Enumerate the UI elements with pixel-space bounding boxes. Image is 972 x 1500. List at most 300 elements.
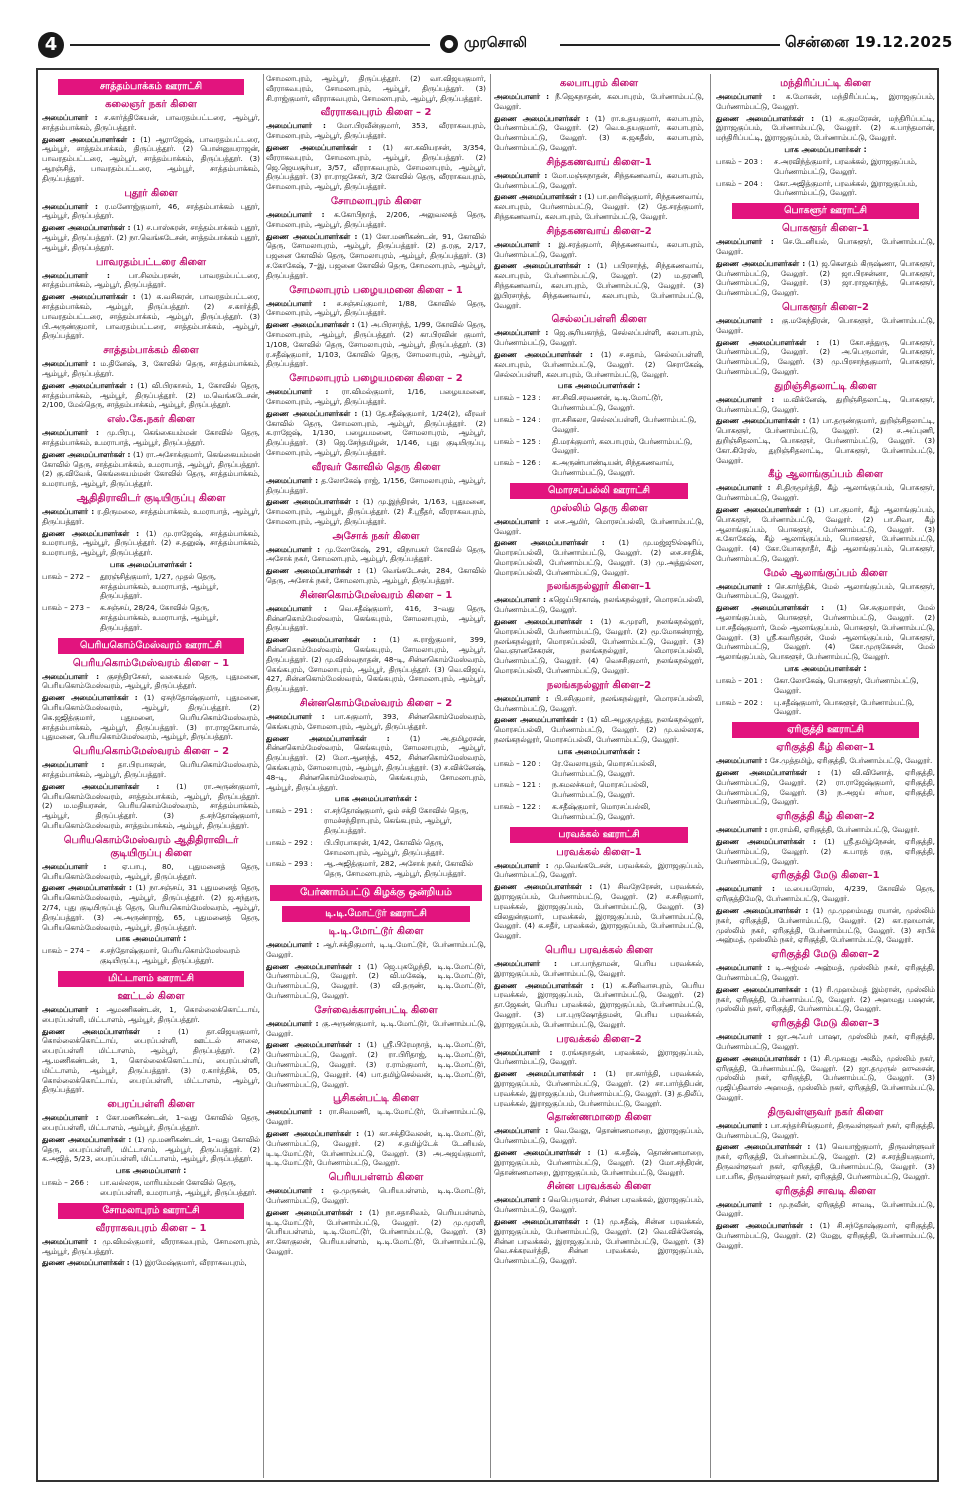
organizer-details: சி.திருமூர்த்தி, கீழ் ஆலாங்குப்பம், பொகளூர், பேர்ணாம்பட்டு, வேலூர். — [716, 483, 935, 503]
booth-row — [42, 572, 260, 601]
booth-row — [42, 603, 260, 632]
role-label: துணை அமைப்பாளர்கள் : — [42, 223, 131, 233]
organizer-entry — [494, 981, 704, 1030]
organizer-entry — [266, 712, 486, 732]
organizer-details: (1) பபிரசாந்த், சிந்தகணவாய், கலபாபுரம், பேர்ணாம்பட்டு, வேலூர். (2) ம.தரணி, சிந்தகணவாய், கலபாபுரம், பேர்ணாம்பட்டு, வேலூர். (3) இபிரசாந்த், சிந்தகணவாய், கலபாபுரம், பேர்ணாம்பட்டு, வேலூர். — [494, 261, 704, 310]
role-label: துணை அமைப்பாளர்கள் : — [716, 906, 809, 916]
branch-heading: தொண்ணமாறை கிளை — [546, 1112, 652, 1124]
booth-row — [494, 393, 704, 413]
panchayat-banner: டி.டி.மோட்டூர் ஊராட்சி — [282, 906, 470, 922]
branch-heading: சின்னகொம்மேஸ்வரம் கிளை – 1 — [299, 589, 453, 601]
role-label: அமைப்பாளர் : — [494, 239, 551, 249]
booth-organizer: ச.அரவிந்த்குமார், பரவக்கல், இராஜகுப்பம், பேர்ணாம்பட்டு, வேலூர். — [774, 156, 918, 176]
organizer-entry — [42, 529, 260, 558]
role-label: அமைப்பாளர் : — [494, 693, 549, 703]
role-label: அமைப்பாளர் : — [266, 475, 319, 485]
panchayat-banner: ஏரிகுத்தி ஊராட்சி — [732, 722, 919, 738]
organizer-entry — [494, 1048, 704, 1068]
branch-heading: சோமலாபுரம் கிளை — [330, 195, 422, 207]
branch-heading: டி.டி.மோட்டூர் கிளை — [328, 926, 424, 937]
organizer-entry — [494, 959, 704, 979]
booth-row — [716, 676, 935, 696]
booth-organizer: ரே.வேலாயுதம், மொரசப்பல்லி, பேர்ணாம்பட்டு, வேலூர். — [552, 758, 657, 778]
branch-heading: ஆதிதிராவிடர் குடியிருப்பு கிளை — [76, 492, 226, 504]
branch-heading: துறிஞ்சிதலாட்டி கிளை — [774, 380, 877, 392]
role-label: அமைப்பாளர் : — [494, 1195, 546, 1205]
panchayat-banner: பெரியகொம்மேஸ்வரம் ஊராட்சி — [58, 638, 244, 654]
organizer-entry — [266, 545, 486, 565]
organizer-details: கோ.மணிகண்டன், 1–வது கோவில் தெரு, பைரப்பள்ளி, மிட்டாளம், ஆம்பூர், திருப்பத்தூர். — [42, 1113, 260, 1132]
branch-heading: ஏரிகுத்தி மேடு கிளை–2 — [771, 949, 880, 961]
branch-heading: ஏரிகுத்தி மேடு கிளை–1 — [771, 870, 880, 882]
role-label: அமைப்பாளர் : — [494, 860, 549, 870]
organizer-entry — [716, 963, 935, 983]
role-label: துணை அமைப்பாளர்கள் : — [716, 337, 820, 347]
organizer-entry — [494, 861, 704, 881]
booth-number: பாகம் – 121 : — [494, 780, 541, 790]
role-label: துணை அமைப்பாளர்கள் : — [494, 617, 593, 627]
brand — [440, 34, 527, 54]
role-label: துணை அமைப்பாளர்கள் : — [716, 416, 806, 426]
organizer-details: செ.டேனியல், பொகளூர், பேர்ணாம்பட்டு, வேலூர். — [716, 237, 935, 256]
organizer-entry — [494, 240, 704, 260]
organizer-entry — [716, 259, 935, 298]
organizer-details: மோ.பிரவீன்குமார், 353, வீரராகவபுரம், சோமலாபுரம், ஆம்பூர், திருப்பத்தூர். — [266, 121, 486, 141]
organizer-entry — [716, 837, 935, 866]
role-label: துணை அமைப்பாளர்கள் : — [716, 984, 808, 994]
role-label: துணை அமைப்பாளர்கள் : — [266, 635, 377, 645]
organizer-entry — [266, 299, 486, 319]
branch-heading: பரவக்கல் கிளை–2 — [556, 1033, 642, 1045]
organizer-details: மு.வெங்கடேசன், பரவக்கல், இராஜகுப்பம், பேர்ணாம்பட்டு, வேலூர். — [494, 860, 704, 880]
role-label: அமைப்பாளர் : — [716, 756, 768, 766]
role-label: அமைப்பாளர் : — [716, 884, 775, 894]
organizer-entry — [266, 232, 486, 281]
organizer-entry — [42, 359, 260, 379]
organizer-details: தா.பிரபாகரன், பெரியகொம்மேஸ்வரம், சாத்தம்பாக்கம், ஆம்பூர், திருப்பத்தூர். — [42, 760, 260, 780]
organizer-details: (1) ரா.உதயகுமார், கலபாபுரம், பேர்ணாம்பட்டு, வேலூர். (2) வெ.உதயகுமார், கலபாபுரம், பேர்ணாம்பட்டு, வேலூர். (3) சு.ஜகதீஸ், கலபாபுரம், பேர்ணாம்பட்டு, வேலூர். — [494, 113, 704, 152]
organizer-entry — [716, 582, 935, 602]
organizer-details: (1) கோ.சத்துரு, பொகளூர், பேர்ணாம்பட்டு, வேலூர். (2) அ.பெருமாள், பொகளூர், பேர்ணாம்பட்டு, வேலூர். (3) மு.பிரசாந்தகுமார், பொகளூர், பேர்ணாம்பட்டு, வேலூர். — [716, 337, 935, 376]
organizer-details: (1) மு.ராஜேஷ், சாத்தம்பாக்கம், உமராபாத், ஆம்பூர், திருப்பத்தூர். (2) ச.தனுஷ், சாத்தம்பாக்கம், உமராபாத், ஆம்பூர், திருப்பத்தூர். — [42, 528, 260, 558]
branch-heading: பெரிய பரவக்கல் கிளை — [545, 945, 653, 956]
organizer-details: (1) ஏசுந்தோஷ்குமார், புதுமனை, பெரியகொம்மேஸ்வரம், ஆம்பூர், திருப்பத்தூர். (2) கெ.ஜஜித்குமார், புதுமனை, பெரியகொம்மேஸ்வரம், சாத்தம்பாக்கம், ஆம்பூர், திருப்பத்தூர். (3) ரா.ராஜகோபால், புதுமனை, பெரியகொம்மேஸ்வரம், ஆம்பூர், திருப்பத்தூர். — [42, 693, 260, 742]
organizer-details: பி.சசிகுமார், நலங்கநல்லூர், மொரசப்பல்லி, பேர்ணாம்பட்டு, வேலூர். — [494, 693, 704, 713]
booth-heading: பாக அமைப்பாளர்கள் : — [784, 664, 867, 674]
branch-heading: பெரியகொம்மேஸ்வரம் ஆதிதிராவிடர் குடியிருப்பு கிளை — [63, 834, 239, 859]
organizer-details: (1) இரமேஷ்குமார், வீரராகவபுரம், — [132, 1258, 247, 1268]
organizer-details: (1) க.சதீஷ், தொண்ணமாறை, இராஜகுப்பம், பேர்ணாம்பட்டு, வேலூர். (2) மோ.சந்திரன், தொண்ணமாறை, இராஜகுப்பம், பேர்ணாம்பட்டு, வேலூர். — [494, 1147, 704, 1177]
branch-heading: கீழ் ஆலாங்குப்பம் கிளை — [768, 469, 883, 481]
role-label: துணை அமைப்பாளர்கள் : — [42, 380, 134, 390]
role-label: அமைப்பாளர் : — [716, 581, 771, 591]
booth-row — [716, 698, 935, 718]
organizer-details: (1) அ.பிரசாந்த், 1/99, கோவில் தெரு, சோமலாபுரம், ஆம்பூர், திருப்பத்தூர். (2) கா.பிரவின் குமார், 1/108, கோவில் தெரு, சோமலாபுரம், ஆம்பூர், திருப்பத்தூர். (3) ர.சதீஷ்குமார், 1/103, கோவில் தெரு, சோமலாபுரம், ஆம்பூர், திருப்பத்தூர். — [266, 320, 486, 369]
role-label: அமைப்பாளர் : — [716, 315, 774, 325]
organizer-entry — [716, 316, 935, 336]
role-label: அமைப்பாளர் : — [716, 963, 771, 973]
organizer-entry — [42, 782, 260, 831]
organizer-entry — [42, 760, 260, 780]
organizer-details: நீ.ஜெகநாதன், கலபாபுரம், பேர்ணாம்பட்டு, வேலூர். — [494, 92, 704, 111]
role-label: அமைப்பாளர் : — [716, 92, 776, 101]
organizer-entry — [716, 395, 935, 415]
booth-row — [716, 179, 935, 199]
organizer-details: (1) ரி.முஹம்மத் இம்ரான், முஸ்லிம் நகர், ஏரிகுத்தி, பேர்ணாம்பட்டு, வேலூர். (2) அஹமது பஷரன், முஸ்லிம் நகர், ஏரிகுத்தி, பேர்ணாம்பட்டு, வேலூர். — [716, 984, 935, 1014]
booth-number: பாகம் – 204 : — [716, 178, 763, 188]
booth-heading: பாக அமைப்பாளர்கள் : — [557, 746, 641, 756]
organizer-details: (1) க.வசிகரன், பாவரதம்பட்டரை, சாத்தம்பாக்கம், ஆம்பூர், திருப்பத்தூர். (2) ச.கார்த்தி, பாவரதம்பட்டரை, சாத்தம்பாக்கம், ஆம்பூர், திருப்பத்தூர். (3) பி.அருண்குமார், பாவரதம்பட்டரை, சாத்தம்பாக்கம், ஆம்பூர், திருப்பத்தூர். — [42, 292, 260, 341]
panchayat-banner: மொரசப்பல்லி ஊராட்சி — [510, 483, 688, 499]
branch-heading: செல்லப்பள்ளி கிளை — [551, 314, 647, 326]
organizer-entry — [42, 450, 260, 489]
role-label: துணை அமைப்பாளர்கள் : — [266, 1207, 363, 1217]
column-divider — [710, 74, 711, 1478]
role-label: அமைப்பாளர் : — [266, 1186, 324, 1196]
booth-organizer: க.சதீஷ்குமார், மொரசப்பல்லி, பேர்ணாம்பட்டு, வேலூர். — [552, 802, 651, 821]
role-label: அமைப்பாளர் : — [494, 1047, 553, 1057]
organizer-details: (1) க.முரளி, நலங்கநல்லூர், மொரசப்பல்லி, பேர்ணாம்பட்டு, வேலூர். (2) மூ.மோகன்ராஜ், நலங்கநல்லூர், மொரசப்பல்லி, பேர்ணாம்பட்டு, வேலூர். (3) வெ.ஞானசேகரன், நலங்கநல்லூர், மொரசப்பல்லி, பேர்ணாம்பட்டு, வேலூர். (4) வெசசிகுமார், நலங்கநல்லூர், மொரசப்பல்லி, பேர்ணாம்பட்டு, வேலூர். — [494, 617, 704, 676]
column-divider — [490, 74, 491, 1478]
branch-heading: பூசிகன்பட்டி கிளை — [333, 1093, 419, 1105]
branch-heading: சின்ன பரவக்கல் கிளை — [546, 1181, 652, 1193]
role-label: அமைப்பாளர் : — [716, 483, 771, 493]
role-label: துணை அமைப்பாளர்கள் : — [42, 883, 132, 893]
branch-heading: சோமலாபுரம் பழையமனை கிளை – 2 — [289, 373, 463, 385]
page-number: 4 — [38, 32, 64, 58]
organizer-entry — [494, 882, 704, 941]
organizer-entry — [494, 517, 704, 537]
organizer-entry — [42, 381, 260, 410]
booth-heading: பாக அமைப்பாளர்கள் : — [557, 381, 641, 391]
role-label: துணை அமைப்பாளர்கள் : — [266, 733, 390, 743]
branch-heading: சின்னகொம்மேஸ்வரம் கிளை – 2 — [299, 698, 453, 710]
organizer-details: (1) மு.மஜ்ஜூல்ஷரிப், மொரசப்பல்லி, பேர்ணாம்பட்டு, வேலூர். (2) சை.சாதிக், மொரசப்பல்லி, பேர்ணாம்பட்டு, வேலூர். (3) மு.அத்துல்லா, மொரசப்பல்லி, பேர்ணாம்பட்டு, வேலூர். — [494, 538, 704, 577]
branch-heading: சிந்தகணவாய் கிளை–2 — [546, 225, 652, 237]
branch-heading: அசோக் நகர் கிளை — [332, 530, 420, 542]
role-label: அமைப்பாளர் : — [494, 170, 548, 180]
organizer-entry — [266, 1208, 486, 1257]
organizer-entry — [494, 715, 704, 744]
role-label: அமைப்பாளர் : — [266, 298, 326, 308]
booth-number: பாகம் – 203 : — [716, 156, 763, 166]
organizer-details: (1) நா.சதாசிவம், பெரியபள்ளம், டி.டி.மோட்டூர், பேர்ணாம்பட்டு, வேலூர். (2) மு.முரளி, பெரியபள்ளம், டி.டி.மோட்டூர், பேர்ணாம்பட்டு, வேலூர். (3) சா.கோகுலன், பெரியபள்ளம், டி.டி.மோட்டூர், பேர்ணாம்பட்டு, வேலூர். — [266, 1207, 486, 1256]
organizer-entry — [716, 237, 935, 257]
role-label: துணை அமைப்பாளர்கள் : — [266, 961, 361, 971]
organizer-entry — [266, 940, 486, 960]
organizer-details: (1) கா.கவியரசன், 3/354, வீரராகவபுரம், சோமலாபுரம், ஆம்பூர், திருப்பத்தூர். (2) ஜெ.ஜெயசூர்யா, 3/57, வீரராகவபுரம், சோமலாபுரம், ஆம்பூர், திருப்பத்தூர். (3) ரா.ராஜசேகர், 3/2 கோவில் தெரு, வீரராகவபுரம், சோமலாபுரம், ஆம்பூர், திருப்பத்தூர். — [266, 142, 486, 192]
organizer-details: மு.விமல்குமார், வீரராகவபுரம், சோமலாபுரம், ஆம்பூர், திருப்பத்தூர். — [42, 1236, 260, 1256]
masthead — [0, 0, 972, 66]
organizer-details: (1) ச.சதாம், செல்லப்பள்ளி, கலபாபுரம், பேர்ணாம்பட்டு, வேலூர். (2) செராகேஷ், செல்லப்பள்ளி, கலபாபுரம், பேர்ணாம்பட்டு, வேலூர். — [494, 349, 704, 379]
role-label: அமைப்பாளர் : — [266, 712, 325, 722]
role-label: அமைப்பாளர் : — [266, 121, 326, 131]
branch-heading: பரவக்கல் கிளை–1 — [556, 846, 642, 858]
role-label: துணை அமைப்பாளர்கள் : — [716, 603, 825, 613]
booth-row — [266, 859, 486, 879]
organizer-entry — [266, 409, 486, 458]
organizer-entry — [42, 135, 260, 184]
organizer-entry — [716, 756, 935, 766]
role-label: அமைப்பாளர் : — [716, 1032, 772, 1042]
organizer-entry — [266, 1019, 486, 1039]
organizer-details: ர.திருமலை, சாத்தம்பாக்கம், உமராபாத், ஆம்பூர், திருப்பத்தூர். — [42, 506, 260, 526]
dateline: சென்னை 19.12.2025 — [785, 33, 953, 51]
organizer-entry — [716, 603, 935, 662]
role-label: துணை அமைப்பாளர்கள் : — [494, 715, 584, 725]
branch-heading: பெரியபள்ளம் கிளை — [328, 1172, 424, 1184]
branch-heading: எஸ்.கே.நகர் கிளை — [107, 414, 195, 426]
branch-heading: நலங்கநல்லூர் கிளை–2 — [546, 679, 652, 691]
organizer-details: டி.அஜ்மல் அஹ்மத், முஸ்லிம் நகர், ஏரிகுத்தி, பேர்ணாம்பட்டு, வேலூர். — [716, 963, 935, 982]
organizer-entry — [266, 1107, 486, 1127]
role-label: அமைப்பாளர் : — [716, 237, 774, 247]
branch-heading: சாத்தம்பாக்கம் கிளை — [103, 345, 199, 357]
booth-organizer: ந.சுமலச்சுமர், மொரசப்பல்லி, பேர்ணாம்பட்டு, வேலூர். — [552, 780, 649, 800]
booth-number: பாகம் – 123 : — [494, 393, 541, 403]
branch-heading: ஊட்டல் கிளை — [117, 991, 185, 1002]
news-column-1 — [42, 74, 260, 1478]
role-label: துணை அமைப்பாளர்கள் : — [494, 1216, 589, 1226]
booth-number: பாகம் – 122 : — [494, 802, 541, 812]
organizer-details: (1) செ.சுகுமாரன், மேல் ஆலாங்குப்பம், பொகளூர், பேர்ணாம்பட்டு, வேலூர். (2) பா.சதீஷ்குமார், மேல் ஆலாங்குப்பம், பொகளூர், பேர்ணாம்பட்டு, வேலூர். (3) ஸ்ரீ.கவரிதரன், மேல் ஆலாங்குப்பம், பொகளூர், பேர்ணாம்பட்டு, வேலூர். (4) கோ.முருகேசன், மேல் ஆலாங்குப்பம், பொகளூர், பேர்ணாம்பட்டு, வேலூர். — [716, 603, 935, 662]
booth-number: பாகம் – 272 – — [42, 571, 90, 581]
role-label: துணை அமைப்பாளர்கள் : — [716, 1142, 811, 1152]
role-label: துணை அமைப்பாளர்கள் : — [266, 408, 358, 418]
role-label: அமைப்பாளர் : — [494, 959, 557, 968]
organizer-details: ஒ.முருகன், பெரியபள்ளம், டி.டி.மோட்டூர், பேர்ணாம்பட்டு, வேலூர். — [266, 1186, 486, 1205]
organizer-entry — [266, 1186, 486, 1206]
organizer-entry — [494, 694, 704, 714]
organizer-details: ச.கார்த்திகேயன், பாவரதம்பட்டரை, ஆம்பூர், சாத்தம்பாக்கம், திருப்பத்தூர். — [42, 113, 260, 132]
branch-heading: கலபாபுரம் கிளை — [559, 78, 639, 89]
role-label: அமைப்பாளர் : — [42, 861, 107, 871]
role-label: அமைப்பாளர் : — [716, 1199, 772, 1209]
branch-heading: சோமலாபுரம் பழையமனை கிளை – 1 — [289, 284, 463, 296]
branch-heading: மேல் ஆலாங்குப்பம் கிளை — [763, 567, 888, 579]
organizer-entry — [42, 1237, 260, 1257]
organizer-entry — [42, 202, 260, 222]
organizer-entry — [42, 1258, 260, 1268]
organizer-entry — [42, 862, 260, 882]
organizer-details: மு.பிரபு, கெங்கையம்மன் கோவில் தெரு, சாத்தம்பாக்கம், உமராபாத், ஆம்பூர், திருப்பத்தூர். — [42, 428, 260, 447]
organizer-entry — [266, 635, 486, 694]
organizer-entry — [42, 883, 260, 932]
organizer-details: ச.சஞ்சய்குமார், 1/88, கோவில் தெரு, சோமலாபுரம், ஆம்பூர், திருப்பத்தூர். — [266, 298, 486, 318]
organizer-details: (1) வெங்கடேசன், 284, கோவில் தெரு, அசோக் நகர், சோமலாபுரம், ஆம்பூர், திருப்பத்தூர். — [266, 566, 486, 586]
role-label: துணை அமைப்பாளர்கள் : — [494, 192, 582, 202]
role-label: துணை அமைப்பாளர்கள் : — [42, 292, 136, 302]
role-label: அமைப்பாளர் : — [42, 506, 95, 516]
organizer-details: (1) ரா.கார்த்தி, பரவக்கல், இராஜகுப்பம், பேர்ணாம்பட்டு, வேலூர். (2) சா.பார்த்திபன், பரவக்கல், இராஜகுப்பம், பேர்ணாம்பட்டு, வேலூர். (3) த.திலீப், பரவக்கல், இராஜகுப்பம், பேர்ணாம்பட்டு, வேலூர். — [494, 1069, 704, 1108]
organizer-details: (1) ஜ.கௌதம் கிருஷ்ணா, பொகளூர், பேர்ணாம்பட்டு, வேலூர். (2) ஜா.பிரசன்னா, பொகளூர், பேர்ணாம்பட்டு, வேலூர். (3) ஜா.ராஜகாந்த், பொகளூர், பேர்ணாம்பட்டு, வேலூர். — [716, 258, 935, 298]
branch-heading: பெரியகொம்மேஸ்வரம் கிளை – 2 — [72, 746, 230, 758]
newspaper-logo-icon: ● — [440, 35, 458, 53]
booth-organizer: சா.சிவி.சரவணன், டி.டி.மோட்டூர், பேர்ணாம்பட்டு, வேலூர். — [552, 393, 663, 413]
panchayat-banner: மிட்டாளம் ஊராட்சி — [58, 971, 244, 987]
booth-number: பாகம் – 202 : — [716, 697, 763, 707]
organizer-details: கு.மகேந்திரன், பொகளூர், பேர்ணாம்பட்டு, வேலூர். — [716, 315, 935, 335]
role-label: துணை அமைப்பாளர்கள் : — [716, 837, 816, 847]
organizer-details: (1) கோ.மணிகண்டன், 91, கோவில் தெரு, சோமலாபுரம், ஆம்பூர், திருப்பத்தூர். (2) த.ரகு, 2/17, பஜனை கோவில் தெரு, சோமலாபுரம், ஆம்பூர், திருப்பத்தூர். (3) ச.கோகேஷ், 7–இ, பஜனை கோவில் தெரு, சோமலாபுரம், ஆம்பூர், திருப்பத்தூர். — [266, 231, 486, 280]
role-label: துணை அமைப்பாளர்கள் : — [266, 1128, 360, 1138]
news-column-4 — [716, 74, 935, 1478]
organizer-entry — [716, 1142, 935, 1181]
role-label: துணை அமைப்பாளர்கள் : — [266, 142, 372, 152]
role-label: துணை அமைப்பாளர்கள் : — [42, 449, 131, 459]
organizer-details: (1) பா.தருண்குமார், துறிஞ்சிதலாட்டி, பொகளூர், பேர்ணாம்பட்டு, வேலூர். (2) ச.அப்புணி, துறிஞ்சிதலாட்டி, பொகளூர், பேர்ணாம்பட்டு, வேலூர். (3) கோ.கிரேஸ், துறிஞ்சிதலாட்டி, பொகளூர், பேர்ணாம்பட்டு, வேலூர். — [716, 416, 935, 465]
organizer-details: (1) பா.குமார், கீழ் ஆலாங்குப்பம், பொகளூர், பேர்ணாம்பட்டு, வேலூர். (2) பா.சிவா, கீழ் ஆலாங்குப்பம், பொகளூர், பேர்ணாம்பட்டு, வேலூர். (3) க.கோகேஷ், கீழ் ஆலாங்குப்பம், பொகளூர், பேர்ணாம்பட்டு, வேலூர். (4) கோ.யோகநாதீர், கீழ் ஆலாங்குப்பம், பொகளூர், பேர்ணாம்பட்டு, வேலூர். — [716, 504, 935, 563]
organizer-details: (1) சி.சந்தோஷ்குமார், ஏரிகுத்தி, பேர்ணாம்பட்டு, வேலூர். (2) மேனு, ஏரிகுத்தி, பேர்ணாம்பட்டு, வேலூர். — [716, 1221, 935, 1250]
news-column-2 — [266, 74, 486, 1478]
booth-number: பாகம் – 201 : — [716, 676, 763, 686]
role-label: துணை அமைப்பாளர்கள் : — [716, 1221, 813, 1231]
role-label: அமைப்பாளர் : — [42, 113, 98, 122]
organizer-entry — [42, 1005, 260, 1025]
role-label: அமைப்பாளர் : — [494, 595, 546, 605]
role-label: துணை அமைப்பாளர்கள் : — [494, 980, 594, 990]
organizer-entry — [266, 604, 486, 633]
organizer-details: (1) வி.அழகுமுத்து, நலங்கநல்லூர், மொரசப்பல்லி, பேர்ணாம்பட்டு, வேலூர். (2) மு.வல்லரசு, நலங்கநல்லூர், மொரசப்பல்லி, பேர்ணாம்பட்டு, வேலூர். — [494, 715, 704, 745]
organizer-details: (1) ரா.அருண்குமார், பெரியகொம்மேஸ்வரம், சாத்தம்பாக்கம், ஆம்பூர், திருப்பத்தூர். (2) ம.மதியரசன், பெரியகொம்மேஸ்வரம், சாத்தம்பாக்கம், ஆம்பூர், திருப்பத்தூர். (3) த.சந்தோஷ்குமார், பெரியகொம்மேஸ்வரம், சாத்தம்பாக்கம், ஆம்பூர், திருப்பத்தூர். — [42, 781, 260, 831]
role-label: துணை அமைப்பாளர்கள் : — [494, 261, 591, 271]
organizer-details: ரா.சிவமணி, டி.டி.மோட்டூர், பேர்ணாம்பட்டு, வேலூர். — [266, 1107, 486, 1127]
role-label: துணை அமைப்பாளர்கள் : — [42, 1026, 161, 1036]
booth-organizer: கோ.லோகேஷ், பொகளூர், பேர்ணாம்பட்டு, வேலூர். — [774, 676, 919, 695]
organizer-details: (1) ரா.அசோக்குமார், கெங்கையம்மன் கோவில் தெரு, சாத்தம்பாக்கம், உமராபாத், ஆம்பூர், திருப்பத்தூர். (2) கு.விவேக், கெங்கையம்மன் கோவில் தெரு, சாத்தம்பாக்கம், உமராபாத், ஆம்பூர், திருப்பத்தூர். — [42, 449, 260, 489]
organizer-entry — [716, 985, 935, 1014]
organizer-details: பா.சிலம்பரசன், பாவரதம்பட்டரை, சாத்தம்பாக்கம், ஆம்பூர், திருப்பத்தூர். — [42, 270, 260, 290]
role-label: துணை அமைப்பாளர்கள் : — [266, 231, 358, 241]
organizer-details: ம.பையரோஸ், 4/239, கோவில் தெரு, ஏரிகுத்திமேடு, பேர்ணாம்பட்டு, வேலூர். — [716, 884, 935, 904]
organizer-entry — [42, 507, 260, 527]
organizer-entry — [494, 192, 704, 221]
booth-row — [494, 415, 704, 435]
organizer-entry — [266, 320, 486, 369]
role-label: அமைப்பாளர் : — [42, 1113, 99, 1123]
organizer-details: (1) சு.ராஜ்குமார், 399, சின்னகொம்மேஸ்வரம், கெங்கபுரம், சோமலாபுரம், ஆம்பூர், திருப்பத்தூர். (2) மு.விஸ்வநாதன், 48–டி, சின்னகொம்மேஸ்வரம், கெங்கபுரம், சோமலாபுரம், ஆம்பூர், திருப்பத்தூர். (3) வெ.விஜய், 427, சின்னகொம்மேஸ்வரம், கெங்கபுரம், சோமலாபுரம், ஆம்பூர், திருப்பத்தூர். — [266, 635, 486, 694]
organizer-details: கஜெய்பிரகாஷ், நலங்கநல்லூர், மொரசப்பல்லி, பேர்ணாம்பட்டு, வேலூர். — [494, 595, 704, 615]
role-label: துணை அமைப்பாளர்கள் : — [494, 349, 593, 359]
role-label: துணை அமைப்பாளர்கள் : — [266, 497, 359, 507]
role-label: அமைப்பாளர் : — [42, 671, 100, 681]
branch-heading: ஏரிகுத்தி கீழ் கிளை–1 — [776, 742, 875, 754]
organizer-details: குசந்திரசேகர், வகையல் தெரு, புதுமனை, பெரியகொம்மேஸ்வரம், ஆம்பூர், திருப்பத்தூர். — [42, 671, 260, 691]
branch-heading: புதூர் கிளை — [124, 187, 178, 199]
organizer-entry — [494, 538, 704, 577]
role-label: அமைப்பாளர் : — [42, 270, 110, 280]
organizer-details: க.கோபிநாத், 2/206, அலுவலகத் தெரு, சோமலாபுரம், ஆம்பூர், திருப்பத்தூர். — [266, 209, 486, 229]
organizer-details: (1) நா.சஞ்சய், 31 புதுமனைத் தெரு, பெரியகொம்மேஸ்வரம், ஆம்பூர், திருப்பத்தூர். (2) ஜ.சந்துரு, 2/74, புது குடியிருப்புத் தெரு, பெரியகொம்மேஸ்வரம், ஆம்பூர், திருப்பத்தூர். (3) அ.அருண்ராஜ், 65, புதுமனைத் தெரு, பெரியகொம்மேஸ்வரம், ஆம்பூர், திருப்பத்தூர். — [42, 883, 260, 932]
organizer-details: (1) க.குமரேசன், மந்திரிப்பட்டி, இராஜகுப்பம், பேர்ணாம்பட்டு, வேலூர். (2) க.பாந்தமான், மந்திரிப்பட்டி, இராஜகுப்பம், பேர்ணாம்பட்டு, வேலூர். — [716, 113, 935, 143]
role-label: துணை அமைப்பாளர்கள் : — [266, 1040, 361, 1050]
branch-heading: மந்திரிப்பட்டி கிளை — [780, 78, 871, 89]
role-label: துணை அமைப்பாளர்கள் : — [494, 113, 589, 123]
organizer-details: சை.ஆமிர், மொரசப்பல்லி, பேர்ணாம்பட்டு, வேலூர். — [494, 516, 704, 536]
role-label: அமைப்பாளர் : — [266, 603, 327, 613]
role-label: துணை அமைப்பாளர்கள் : — [716, 768, 821, 778]
organizer-entry — [494, 114, 704, 153]
booth-number: பாகம் – 291 : — [266, 806, 313, 816]
header-rule-left — [70, 44, 430, 46]
organizer-details: (1) ஜெ.புகழேந்தி, டி.டி.மோட்டூர், பேர்ணாம்பட்டு, வேலூர். (2) வி.மகேஷ், டி.டி.மோட்டூர், பேர்ணாம்பட்டு, வேலூர். (3) வி.தருண், டி.டி.மோட்டூர், பேர்ணாம்பட்டு, வேலூர். — [266, 961, 486, 1000]
organizer-details: (1) ஸ்ரீ.தமிழ்நேசன், ஏரிகுத்தி, பேர்ணாம்பட்டு, வேலூர். (2) க.பாரத் ரகு, ஏரிகுத்தி, பேர்ணாம்பட்டு, வேலூர். — [716, 837, 935, 866]
organizer-entry — [42, 1027, 260, 1096]
panchayat-banner: பொகளூர் ஊராட்சி — [732, 203, 919, 219]
organizer-entry — [494, 1195, 704, 1215]
organizer-details: (1) மு.சதீஷ், சின்ன பரவக்கல், இராஜகுப்பம், பேர்ணாம்பட்டு, வேலூர். (2) வெ.விக்னேஷ், சின்ன பரவக்கல், இராஜகுப்பம், பேர்ணாம்பட்டு, வேலூர். (3) வெ.சக்கரவர்த்தி, சின்ன பரவக்கல், இராஜகுப்பம், பேர்ணாம்பட்டு, வேலூர். — [494, 1216, 704, 1266]
booth-row — [42, 1178, 260, 1198]
organizer-entry — [266, 476, 486, 496]
organizer-entry — [266, 143, 486, 192]
role-label: துணை அமைப்பாளர்கள் : — [42, 134, 136, 144]
organizer-entry — [716, 768, 935, 807]
organizer-details: கு.அருண்குமார், டி.டி.மோட்டூர், பேர்ணாம்பட்டு, வேலூர். — [266, 1018, 486, 1038]
booth-number: பாகம் – 293 : — [266, 859, 313, 869]
booth-heading: பாக அமைப்பாளர்கள் : — [109, 559, 193, 569]
organizer-details: ஜெ.சூரியகாந்த், செல்லப்பள்ளி, கலபாபுரம், பேர்ணாம்பட்டு, வேலூர். — [494, 328, 704, 348]
booth-row — [266, 838, 486, 858]
organizer-entry — [716, 1054, 935, 1103]
booth-row — [494, 780, 704, 800]
organizer-entry — [494, 350, 704, 379]
role-label: அமைப்பாளர் : — [266, 1018, 319, 1028]
branch-heading: வீரராகவபுரம் கிளை – 2 — [320, 107, 432, 119]
role-label: துணை அமைப்பாளர்கள் : — [42, 1258, 130, 1268]
organizer-details: (1) மு.முஹம்மது ரயான், முஸ்லிம் நகர், ஏரிகுத்தி, பேர்ணாம்பட்டு, வேலூர். (2) கா.ரஹமான், முஸ்லிம் நகர், ஏரிகுத்தி, பேர்ணாம்பட்டு, வேலூர். (3) சரபீக் அஹ்மத், முஸ்லிம் நகர், ஏரிகுத்தி, பேர்ணாம்பட்டு, வேலூர். — [716, 906, 935, 945]
newspaper-name: முரசொலி — [464, 35, 527, 51]
organizer-details: ர.ரங்கநாதன், பரவக்கல், இராஜகுப்பம், பேர்ணாம்பட்டு, வேலூர். — [494, 1047, 704, 1067]
booth-organizer: எ.சந்தோஷ்குமார், ஓம் சக்தி கோவில் தெரு, ராமச்சந்திராபுரம், கெங்கபுரம், ஆம்பூர், திருப்பத்தூர். — [324, 806, 469, 836]
branch-heading: பாவரதம்பட்டரை கிளை — [95, 256, 207, 268]
organizer-entry — [716, 1032, 935, 1052]
role-label: அமைப்பாளர் : — [42, 760, 105, 770]
organizer-entry — [494, 328, 704, 348]
organizer-entry — [266, 566, 486, 586]
booth-organizer: தி.மரக்குமார், கலபாபுரம், பேர்ணாம்பட்டு, வேலூர். — [552, 436, 693, 456]
branch-heading: முஸ்லிம் தெரு கிளை — [550, 502, 648, 514]
organizer-entry — [494, 1069, 704, 1108]
panchayat-banner: சாத்தம்பாக்கம் ஊராட்சி — [58, 79, 244, 95]
role-label: துணை அமைப்பாளர்கள் : — [716, 1053, 807, 1063]
booth-heading: பாக அமைப்பாளர்கள் : — [784, 144, 867, 154]
organizer-details: (1) வெயாஜ்குமார், திருவள்ளுவர் நகர், ஏரிகுத்தி, பேர்ணாம்பட்டு, வேலூர். (2) ச.சரத்தியகுமார், திருவள்ளுவர் நகர், ஏரிகுத்தி, பேர்ணாம்பட்டு, வேலூர். (3) பா.பரிசு, திருவள்ளுவர் நகர், ஏரிகுத்தி, பேர்ணாம்பட்டு, வேலூர். — [716, 1142, 935, 1181]
role-label: அமைப்பாளர் : — [42, 428, 99, 438]
organizer-entry — [266, 962, 486, 1001]
booth-number: பாகம் – 274 – — [42, 946, 90, 956]
branch-heading: ஏரிகுத்தி மேடு கிளை–3 — [771, 1018, 880, 1030]
organizer-entry — [494, 595, 704, 615]
organizer-entry — [42, 113, 260, 133]
organizer-entry — [716, 338, 935, 377]
booth-number: பாகம் – 266 : — [42, 1178, 89, 1188]
role-label: துணை அமைப்பாளர்கள் : — [494, 538, 605, 548]
branch-heading: பொகளூர் கிளை–2 — [781, 301, 870, 313]
organizer-details: (1) ஆராஜேஷ், பாவரதம்பட்டரை, ஆம்பூர், சாத்தம்பாக்கம், திருப்பத்தூர். (2) பொன்னுயராஜன், பாவரதம்பட்டரை, ஆம்பூர், சாத்தம்பாக்கம், திருப்பத்தூர். (3) ஆரஞ்சித், பாவரதம்பட்டரை, ஆம்பூர், சாத்தம்பாக்கம், திருப்பத்தூர். — [42, 134, 260, 183]
organizer-entry — [42, 672, 260, 692]
booth-number: பாகம் – 125 : — [494, 436, 541, 446]
branch-heading: ஏரிகுத்தி கீழ் கிளை–2 — [776, 811, 875, 823]
branch-heading: சேர்வைக்காரன்பட்டி கிளை — [314, 1004, 438, 1016]
organizer-entry — [42, 693, 260, 742]
organizer-entry — [42, 1113, 260, 1133]
booth-organizer: ச.சந்தோஷ்குமார், பெரியகொம்மேஸ்வரம் குடியிருப்பு, ஆம்பூர், திருப்பத்தூர். — [100, 946, 240, 966]
booth-row — [494, 759, 704, 779]
organizer-entry — [266, 121, 486, 141]
branch-heading: வீரவர் கோவில் தெரு கிளை — [311, 461, 441, 473]
role-label: துணை அமைப்பாளர்கள் : — [494, 1147, 591, 1157]
organizer-details: (1) மு.இந்திரன், 1/163, புதுமனை, சோமலாபுரம், ஆம்பூர், திருப்பத்தூர். (2) சீ.ஸ்ரீதர், வீரராகவபுரம், சோமலாபுரம், ஆம்பூர், திருப்பத்தூர். — [266, 497, 486, 526]
